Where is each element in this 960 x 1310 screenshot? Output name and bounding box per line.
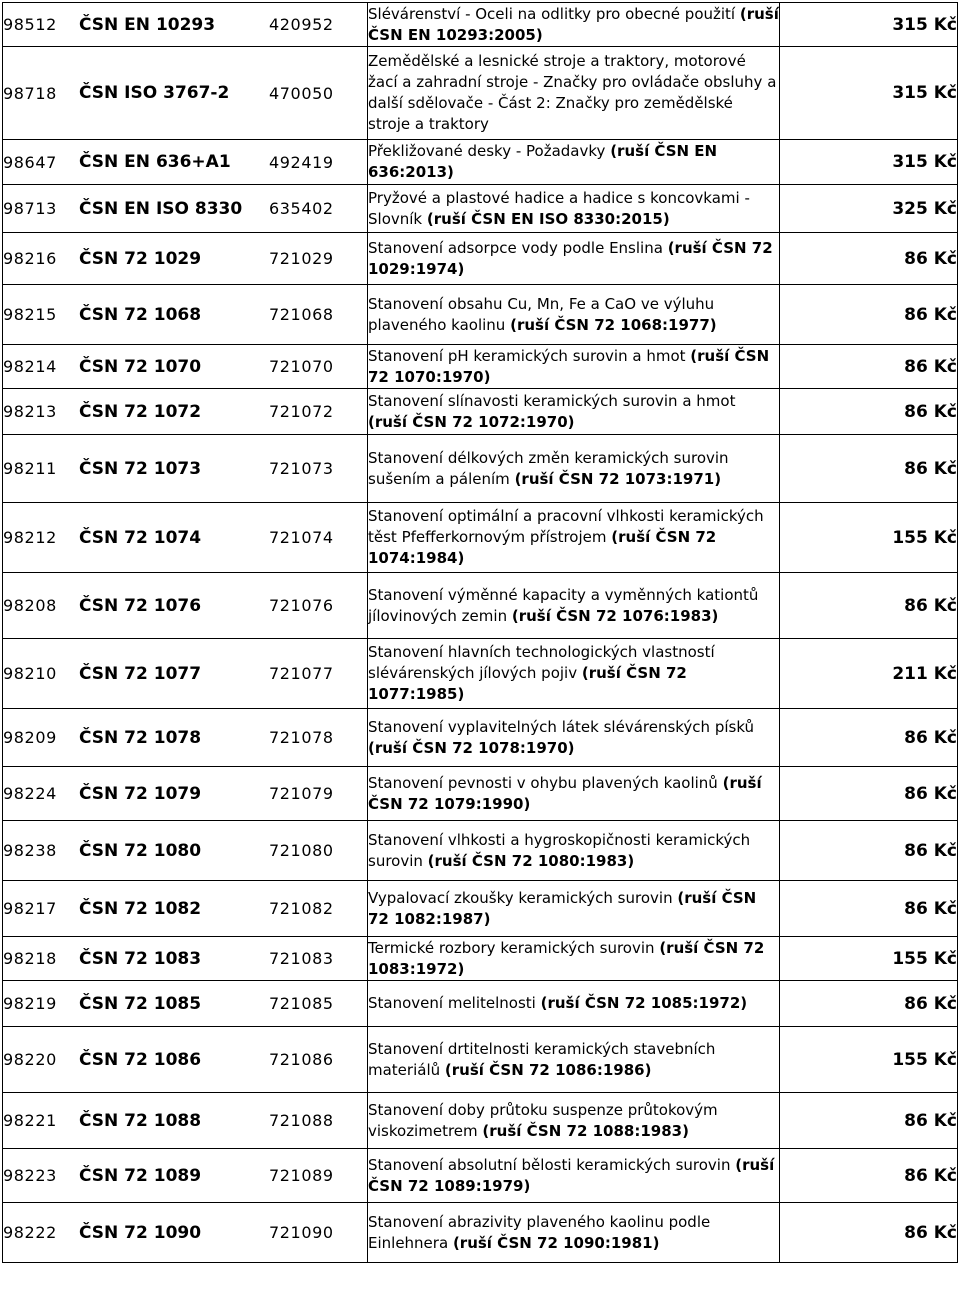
classification-code: 721085 bbox=[269, 994, 334, 1013]
table-row bbox=[3, 140, 958, 185]
standard-id-cell bbox=[3, 821, 368, 881]
standard-title: Stanovení pH keramických surovin a hmot bbox=[368, 346, 686, 365]
price-cell bbox=[780, 1203, 958, 1263]
standard-id-group bbox=[3, 728, 367, 748]
price-value: 86 Kč bbox=[904, 458, 957, 479]
standard-designation: ČSN EN 10293 bbox=[79, 14, 216, 35]
catalog-number: 98217 bbox=[3, 899, 57, 918]
standard-designation: ČSN ISO 3767-2 bbox=[79, 83, 230, 103]
price-value: 315 Kč bbox=[892, 14, 957, 35]
standard-id-group bbox=[3, 1050, 367, 1070]
standard-id-cell bbox=[3, 1093, 368, 1149]
price-cell bbox=[780, 937, 958, 981]
standard-title-cell bbox=[368, 937, 780, 981]
standard-id-group bbox=[3, 664, 367, 684]
standard-title-cell bbox=[368, 503, 780, 573]
price-value: 86 Kč bbox=[904, 401, 957, 422]
table-row bbox=[3, 821, 958, 881]
catalog-number: 98221 bbox=[3, 1111, 57, 1130]
replaces-note: (ruší ČSN 72 1086:1986) bbox=[444, 1060, 652, 1079]
standard-title-cell bbox=[368, 435, 780, 503]
classification-code: 721076 bbox=[269, 596, 334, 615]
table-row bbox=[3, 47, 958, 140]
price-value: 155 Kč bbox=[892, 527, 957, 548]
classification-code: 721090 bbox=[269, 1223, 334, 1242]
replaces-note: (ruší ČSN 72 1029:1974) bbox=[368, 238, 773, 278]
price-cell bbox=[780, 639, 958, 709]
table-row bbox=[3, 3, 958, 47]
standard-title-cell bbox=[368, 1027, 780, 1093]
price-cell bbox=[780, 881, 958, 937]
standard-id-cell bbox=[3, 639, 368, 709]
standard-designation: ČSN 72 1079 bbox=[79, 783, 202, 804]
replaces-note: (ruší ČSN 72 1080:1983) bbox=[427, 851, 635, 870]
classification-code: 420952 bbox=[269, 15, 334, 34]
standard-id-group bbox=[3, 528, 367, 548]
table-row bbox=[3, 1203, 958, 1263]
price-value: 86 Kč bbox=[904, 1165, 957, 1186]
table-row bbox=[3, 709, 958, 767]
standard-id-cell bbox=[3, 937, 368, 981]
standard-title-cell bbox=[368, 1203, 780, 1263]
standard-title: Stanovení absolutní bělosti keramických surovin bbox=[368, 1155, 731, 1174]
table-row bbox=[3, 233, 958, 285]
standard-title-cell bbox=[368, 981, 780, 1027]
classification-code: 721089 bbox=[269, 1166, 334, 1185]
standard-title: Překližované desky - Požadavky bbox=[368, 142, 606, 160]
classification-code: 721083 bbox=[269, 949, 334, 968]
price-value: 86 Kč bbox=[904, 1110, 957, 1131]
standard-title-cell bbox=[368, 233, 780, 285]
price-value: 325 Kč bbox=[892, 198, 957, 219]
price-value: 86 Kč bbox=[904, 356, 957, 377]
standard-id-group bbox=[3, 1111, 367, 1131]
catalog-number: 98216 bbox=[3, 249, 57, 268]
replaces-note: (ruší ČSN 72 1073:1971) bbox=[514, 469, 722, 488]
table-row bbox=[3, 573, 958, 639]
classification-code: 721082 bbox=[269, 899, 334, 918]
price-cell bbox=[780, 709, 958, 767]
replaces-note: (ruší ČSN 72 1078:1970) bbox=[368, 738, 575, 757]
standard-title-cell bbox=[368, 573, 780, 639]
standard-id-group bbox=[3, 357, 367, 377]
standard-id-cell bbox=[3, 47, 368, 140]
table-row bbox=[3, 1093, 958, 1149]
standard-designation: ČSN 72 1072 bbox=[79, 401, 202, 422]
catalog-number: 98210 bbox=[3, 664, 57, 683]
standard-designation: ČSN 72 1073 bbox=[79, 458, 202, 479]
standard-id-cell bbox=[3, 140, 368, 185]
standard-id-group bbox=[3, 1223, 367, 1243]
standard-designation: ČSN 72 1070 bbox=[79, 356, 202, 377]
catalog-number: 98220 bbox=[3, 1050, 57, 1069]
standard-designation: ČSN 72 1085 bbox=[79, 993, 202, 1014]
replaces-note: (ruší ČSN 72 1070:1970) bbox=[368, 346, 770, 386]
catalog-number: 98211 bbox=[3, 459, 57, 478]
price-cell bbox=[780, 47, 958, 140]
standard-title: Termické rozbory keramických surovin bbox=[368, 938, 655, 957]
standard-id-group bbox=[3, 949, 367, 969]
standard-id-cell bbox=[3, 1027, 368, 1093]
catalog-number: 98647 bbox=[3, 152, 57, 172]
standard-id-group bbox=[3, 15, 367, 35]
price-cell bbox=[780, 503, 958, 573]
replaces-note: (ruší ČSN 72 1079:1990) bbox=[368, 773, 762, 813]
standard-title: Stanovení výměnné kapacity a vyměnných kationtů jílovinových zemin bbox=[368, 585, 759, 625]
classification-code: 635402 bbox=[269, 199, 334, 218]
standard-title-cell bbox=[368, 140, 780, 185]
standard-designation: ČSN EN ISO 8330 bbox=[79, 198, 243, 219]
standard-title: Stanovení abrazivity plaveného kaolinu podle Einlehnera bbox=[368, 1212, 711, 1252]
standard-title: Stanovení vyplavitelných látek slévárenských písků bbox=[368, 717, 755, 736]
standard-id-cell bbox=[3, 233, 368, 285]
classification-code: 721077 bbox=[269, 664, 334, 683]
standard-title: Zemědělské a lesnické stroje a traktory, motorové žací a zahradní stroje - Značky pro ovládače obsluhy a další sdělovače - Část 2: Značky pro zemědělské stroje a traktory bbox=[368, 52, 777, 133]
replaces-note: (ruší ČSN 72 1068:1977) bbox=[510, 315, 717, 334]
replaces-note: (ruší ČSN 72 1083:1972) bbox=[368, 938, 765, 978]
standard-title-cell bbox=[368, 881, 780, 937]
replaces-note: (ruší ČSN EN 10293:2005) bbox=[368, 4, 779, 44]
price-value: 86 Kč bbox=[904, 993, 957, 1014]
classification-code: 721072 bbox=[269, 402, 334, 421]
replaces-note: (ruší ČSN EN ISO 8330:2015) bbox=[426, 209, 670, 228]
replaces-note: (ruší ČSN 72 1085:1972) bbox=[540, 994, 748, 1012]
price-cell bbox=[780, 1027, 958, 1093]
standard-designation: ČSN 72 1088 bbox=[79, 1110, 202, 1131]
price-value: 86 Kč bbox=[904, 840, 957, 861]
classification-code: 721088 bbox=[269, 1111, 334, 1130]
replaces-note: (ruší ČSN 72 1072:1970) bbox=[368, 412, 575, 431]
classification-code: 721070 bbox=[269, 357, 334, 376]
catalog-number: 98218 bbox=[3, 949, 57, 968]
standard-title-cell bbox=[368, 709, 780, 767]
catalog-number: 98209 bbox=[3, 728, 57, 747]
standard-designation: ČSN 72 1078 bbox=[79, 727, 202, 748]
standard-title-cell bbox=[368, 1149, 780, 1203]
catalog-number: 98512 bbox=[3, 15, 57, 34]
table-row bbox=[3, 937, 958, 981]
standard-title: Stanovení doby průtoku suspenze průtokovým viskozimetrem bbox=[368, 1100, 718, 1140]
standard-id-cell bbox=[3, 389, 368, 435]
price-value: 86 Kč bbox=[904, 727, 957, 748]
replaces-note: (ruší ČSN 72 1089:1979) bbox=[368, 1155, 775, 1195]
standard-designation: ČSN 72 1068 bbox=[79, 304, 202, 325]
standard-id-cell bbox=[3, 881, 368, 937]
table-row bbox=[3, 1027, 958, 1093]
table-row bbox=[3, 881, 958, 937]
replaces-note: (ruší ČSN 72 1090:1981) bbox=[452, 1233, 660, 1252]
catalog-number: 98224 bbox=[3, 784, 57, 803]
classification-code: 721068 bbox=[269, 305, 334, 324]
price-cell bbox=[780, 285, 958, 345]
price-value: 86 Kč bbox=[904, 898, 957, 919]
classification-code: 721073 bbox=[269, 459, 334, 478]
standard-id-group bbox=[3, 199, 367, 219]
catalog-number: 98223 bbox=[3, 1166, 57, 1185]
standard-id-group bbox=[3, 596, 367, 616]
table-row bbox=[3, 389, 958, 435]
standard-title: Stanovení melitelnosti bbox=[368, 994, 536, 1012]
price-cell bbox=[780, 345, 958, 389]
standard-id-cell bbox=[3, 345, 368, 389]
price-value: 86 Kč bbox=[904, 783, 957, 804]
standard-id-group bbox=[3, 994, 367, 1014]
catalog-number: 98213 bbox=[3, 402, 57, 421]
table-row bbox=[3, 1149, 958, 1203]
catalog-number: 98212 bbox=[3, 528, 57, 547]
price-cell bbox=[780, 185, 958, 233]
table-row bbox=[3, 981, 958, 1027]
catalog-number: 98219 bbox=[3, 994, 57, 1013]
replaces-note: (ruší ČSN 72 1082:1987) bbox=[368, 888, 757, 928]
replaces-note: (ruší ČSN 72 1074:1984) bbox=[368, 528, 717, 567]
classification-code: 721086 bbox=[269, 1050, 334, 1069]
price-cell bbox=[780, 821, 958, 881]
standard-title-cell bbox=[368, 185, 780, 233]
catalog-number: 98215 bbox=[3, 305, 57, 324]
catalog-number: 98214 bbox=[3, 357, 57, 376]
price-cell bbox=[780, 767, 958, 821]
price-value: 155 Kč bbox=[892, 948, 957, 969]
standards-table-body bbox=[3, 3, 958, 1263]
standard-title-cell bbox=[368, 1093, 780, 1149]
price-cell bbox=[780, 1093, 958, 1149]
standard-id-group bbox=[3, 899, 367, 919]
price-value: 86 Kč bbox=[904, 248, 957, 269]
table-row bbox=[3, 503, 958, 573]
standard-title: Vypalovací zkoušky keramických surovin bbox=[368, 888, 673, 907]
standard-designation: ČSN 72 1089 bbox=[79, 1165, 202, 1186]
standards-table bbox=[2, 2, 958, 1263]
standard-id-group bbox=[3, 402, 367, 422]
price-value: 86 Kč bbox=[904, 1222, 957, 1243]
standard-title-cell bbox=[368, 3, 780, 47]
replaces-note: (ruší ČSN 72 1088:1983) bbox=[482, 1121, 689, 1140]
price-value: 315 Kč bbox=[892, 152, 957, 172]
standard-title: Pryžové a plastové hadice a hadice s koncovkami - Slovník bbox=[368, 188, 750, 228]
standard-title: Stanovení hlavních technologických vlastností slévárenských jílových pojiv bbox=[368, 643, 715, 682]
standard-designation: ČSN 72 1083 bbox=[79, 948, 202, 969]
standard-title: Slévárenství - Oceli na odlitky pro obecné použití bbox=[368, 4, 736, 23]
standard-title: Stanovení adsorpce vody podle Enslina bbox=[368, 238, 663, 257]
standard-title: Stanovení délkových změn keramických surovin sušením a pálením bbox=[368, 448, 729, 488]
standard-id-group bbox=[3, 784, 367, 804]
price-value: 155 Kč bbox=[892, 1049, 957, 1070]
price-cell bbox=[780, 573, 958, 639]
standard-designation: ČSN 72 1080 bbox=[79, 840, 202, 861]
price-cell bbox=[780, 140, 958, 185]
standard-id-group bbox=[3, 841, 367, 861]
catalog-number: 98208 bbox=[3, 596, 57, 615]
standard-designation: ČSN 72 1074 bbox=[79, 527, 202, 548]
standard-id-group bbox=[3, 83, 367, 103]
table-row bbox=[3, 767, 958, 821]
table-row bbox=[3, 639, 958, 709]
price-value: 86 Kč bbox=[904, 304, 957, 325]
price-cell bbox=[780, 981, 958, 1027]
price-value: 211 Kč bbox=[892, 663, 957, 684]
price-cell bbox=[780, 3, 958, 47]
standard-designation: ČSN 72 1077 bbox=[79, 663, 202, 684]
replaces-note: (ruší ČSN EN 636:2013) bbox=[368, 142, 718, 181]
standard-designation: ČSN 72 1086 bbox=[79, 1049, 202, 1070]
standard-title-cell bbox=[368, 47, 780, 140]
standard-title-cell bbox=[368, 767, 780, 821]
standard-title: Stanovení obsahu Cu, Mn, Fe a CaO ve výluhu plaveného kaolinu bbox=[368, 294, 715, 334]
standard-id-group bbox=[3, 249, 367, 269]
standard-id-group bbox=[3, 1166, 367, 1186]
classification-code: 721079 bbox=[269, 784, 334, 803]
standard-id-group bbox=[3, 459, 367, 479]
standard-id-cell bbox=[3, 185, 368, 233]
price-value: 315 Kč bbox=[892, 83, 957, 103]
classification-code: 721074 bbox=[269, 528, 334, 547]
standard-designation: ČSN 72 1082 bbox=[79, 898, 202, 919]
standard-id-cell bbox=[3, 503, 368, 573]
standard-id-cell bbox=[3, 573, 368, 639]
standard-designation: ČSN 72 1029 bbox=[79, 248, 202, 269]
table-row bbox=[3, 285, 958, 345]
classification-code: 721080 bbox=[269, 841, 334, 860]
standard-title: Stanovení pevnosti v ohybu plavených kaolinů bbox=[368, 773, 718, 792]
standard-id-cell bbox=[3, 435, 368, 503]
standard-id-cell bbox=[3, 981, 368, 1027]
classification-code: 721078 bbox=[269, 728, 334, 747]
table-row bbox=[3, 435, 958, 503]
standard-id-cell bbox=[3, 285, 368, 345]
standard-title-cell bbox=[368, 345, 780, 389]
classification-code: 721029 bbox=[269, 249, 334, 268]
table-row bbox=[3, 185, 958, 233]
replaces-note: (ruší ČSN 72 1077:1985) bbox=[368, 664, 687, 703]
catalog-number: 98718 bbox=[3, 83, 57, 103]
classification-code: 470050 bbox=[269, 83, 334, 103]
price-cell bbox=[780, 435, 958, 503]
standard-title-cell bbox=[368, 821, 780, 881]
price-cell bbox=[780, 389, 958, 435]
standard-title: Stanovení slínavosti keramických surovin a hmot bbox=[368, 391, 736, 410]
table-row bbox=[3, 345, 958, 389]
standard-title-cell bbox=[368, 639, 780, 709]
price-cell bbox=[780, 233, 958, 285]
standard-title: Stanovení optimální a pracovní vlhkosti keramických těst Pfefferkornovým přístrojem bbox=[368, 507, 764, 546]
catalog-number: 98238 bbox=[3, 841, 57, 860]
standard-id-cell bbox=[3, 767, 368, 821]
standard-designation: ČSN EN 636+A1 bbox=[79, 152, 231, 172]
standard-id-group bbox=[3, 305, 367, 325]
catalog-number: 98713 bbox=[3, 199, 57, 218]
standard-id-cell bbox=[3, 3, 368, 47]
standard-id-group bbox=[3, 152, 367, 172]
standard-title: Stanovení vlhkosti a hygroskopičnosti keramických surovin bbox=[368, 830, 751, 870]
classification-code: 492419 bbox=[269, 152, 334, 172]
standard-title-cell bbox=[368, 389, 780, 435]
replaces-note: (ruší ČSN 72 1076:1983) bbox=[511, 606, 719, 625]
price-value: 86 Kč bbox=[904, 595, 957, 616]
standard-title-cell bbox=[368, 285, 780, 345]
standard-designation: ČSN 72 1090 bbox=[79, 1222, 202, 1243]
standard-title: Stanovení drtitelnosti keramických stavebních materiálů bbox=[368, 1039, 716, 1079]
standard-id-cell bbox=[3, 1149, 368, 1203]
standard-id-cell bbox=[3, 1203, 368, 1263]
catalog-number: 98222 bbox=[3, 1223, 57, 1242]
standard-designation: ČSN 72 1076 bbox=[79, 595, 202, 616]
standard-id-cell bbox=[3, 709, 368, 767]
price-cell bbox=[780, 1149, 958, 1203]
